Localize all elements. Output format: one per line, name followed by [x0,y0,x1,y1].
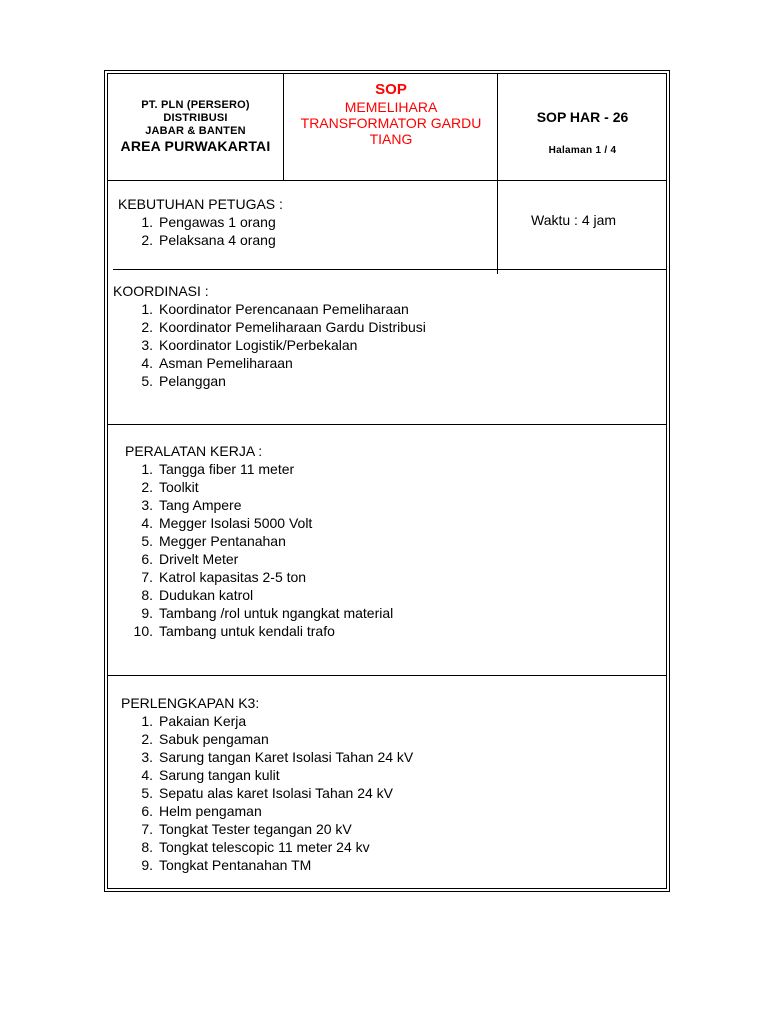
peralatan-heading: PERALATAN KERJA : [125,443,263,459]
kebutuhan-bottom-line [113,269,666,270]
list-item: 3. Koordinator Logistik/Perbekalan [141,337,358,353]
peralatan-list [133,460,394,640]
list-item: 2. Koordinator Pemeliharaan Gardu Distribusi [141,319,426,335]
list-item: 2. Pelaksana 4 orang [141,232,276,248]
list-item: 9. Tambang /rol untuk ngangkat material [141,605,394,621]
waktu-divider [497,180,498,274]
list-item: 1. Pakaian Kerja [141,713,247,729]
list-item: 8. Tongkat telescopic 11 meter 24 kv [141,839,370,855]
list-item: 7. Tongkat Tester tegangan 20 kV [141,821,352,837]
organization-block [108,74,283,180]
sop-title-line-2: TRANSFORMATOR GARDU [300,115,482,131]
list-item: 8. Dudukan katrol [141,587,254,603]
sop-document-frame [104,70,670,892]
koordinasi-heading: KOORDINASI : [113,283,209,299]
perlengkapan-list [141,712,414,874]
peralatan-bottom-line [108,675,666,676]
header-divider-left [283,74,284,180]
list-item: 2. Toolkit [141,479,199,495]
org-line-4: AREA PURWAKARTAI [120,138,271,154]
header-divider-right [497,74,498,180]
list-item: 1. Pengawas 1 orang [141,214,276,230]
sop-title-block [285,74,497,180]
org-line-1: PT. PLN (PERSERO) [141,99,250,111]
list-item: 1. Tangga fiber 11 meter [141,461,295,477]
kebutuhan-list [141,213,276,249]
list-item: 4. Sarung tangan kulit [141,767,280,783]
list-item: 4. Megger Isolasi 5000 Volt [141,515,313,531]
document-code: SOP HAR - 26 [536,108,629,125]
perlengkapan-heading: PERLENGKAPAN K3: [121,695,260,711]
list-item: 2. Sabuk pengaman [141,731,269,747]
org-line-3: JABAR & BANTEN [145,125,246,137]
page-number: Halaman 1 / 4 [548,144,617,156]
kebutuhan-heading: KEBUTUHAN PETUGAS : [118,196,283,212]
list-item: 4. Asman Pemeliharaan [141,355,293,371]
sop-title-line-1: MEMELIHARA [344,99,438,115]
waktu-label: Waktu : 4 jam [531,212,617,228]
header-bottom-line [108,180,666,181]
org-line-2: DISTRIBUSI [163,112,228,124]
list-item: 5. Megger Pentanahan [141,533,286,549]
list-item: 3. Sarung tangan Karet Isolasi Tahan 24 kV [141,749,414,765]
sop-title-line-3: TIANG [369,131,413,147]
list-item: 9. Tongkat Pentanahan TM [141,857,312,873]
list-item: 6. Helm pengaman [141,803,262,819]
list-item: 7. Katrol kapasitas 2-5 ton [141,569,307,585]
list-item: 5. Pelanggan [141,373,226,389]
list-item: 1. Koordinator Perencanaan Pemeliharaan [141,301,409,317]
list-item: 5. Sepatu alas karet Isolasi Tahan 24 kV [141,785,394,801]
sop-label: SOP [375,81,407,98]
list-item: 3. Tang Ampere [141,497,242,513]
koordinasi-list [141,300,426,390]
koordinasi-bottom-line [108,424,666,425]
list-item: 10. Tambang untuk kendali trafo [133,623,335,639]
document-code-block [499,74,666,180]
list-item: 6. Drivelt Meter [141,551,239,567]
